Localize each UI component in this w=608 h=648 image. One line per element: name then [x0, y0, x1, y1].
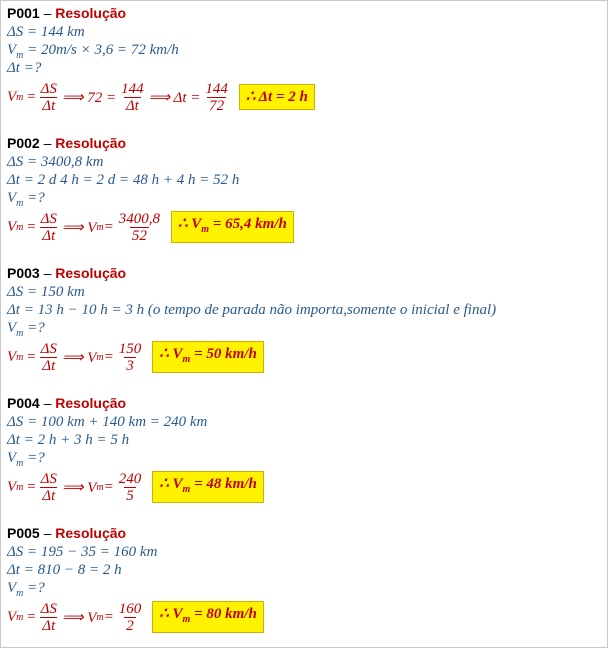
lhs-variable: V: [7, 88, 17, 105]
solution-equation: [7, 337, 603, 377]
header-dash: –: [39, 265, 56, 281]
fraction-numerator: 150: [118, 340, 142, 357]
fraction: [39, 341, 59, 374]
fraction-numerator: ΔS: [40, 470, 57, 487]
step-subscript: m: [96, 481, 104, 493]
step-tail: =: [103, 478, 114, 495]
equals-sign: =: [23, 608, 36, 625]
step-subscript: m: [96, 351, 104, 363]
step-subscript: m: [96, 611, 104, 623]
equals-sign: =: [23, 348, 36, 365]
fraction-denominator: 5: [126, 487, 134, 504]
fraction-numerator: ΔS: [40, 210, 57, 227]
problem-p004: [7, 394, 603, 507]
header-dash: –: [39, 135, 56, 151]
problem-header: [7, 4, 603, 23]
given-line: ΔS = 150 km: [7, 284, 85, 300]
solution-equation: [7, 77, 603, 117]
lhs-variable: V: [7, 608, 17, 625]
given-line: ΔS = 195 − 35 = 160 km: [7, 544, 158, 560]
resolution-title: Resolução: [55, 265, 127, 281]
given-line: ΔS = 3400,8 km: [7, 154, 104, 170]
fraction: [119, 81, 146, 114]
result-text: ∴ V: [177, 216, 202, 232]
problem-header: [7, 394, 603, 413]
step-tail: =: [103, 348, 114, 365]
equals-sign: =: [23, 88, 36, 105]
resolution-title: Resolução: [55, 5, 127, 21]
variable-v: V: [7, 580, 17, 596]
given-line: [7, 449, 603, 467]
problem-code: P004: [7, 395, 40, 411]
subscript-m: m: [16, 328, 24, 339]
fraction-denominator: Δt: [42, 97, 56, 114]
fraction: [39, 601, 59, 634]
variable-v: V: [7, 190, 17, 206]
problem-p003: [7, 264, 603, 377]
fraction-denominator: Δt: [42, 227, 56, 244]
fraction-numerator: 3400,8: [118, 210, 160, 227]
fraction-numerator: 160: [118, 600, 142, 617]
fraction-numerator: 240: [118, 470, 142, 487]
problem-p001: [7, 4, 603, 117]
fraction-denominator: Δt: [125, 97, 139, 114]
result-subscript: m: [201, 224, 210, 235]
fraction: [39, 81, 59, 114]
result-subscript: m: [182, 354, 191, 365]
header-dash: –: [39, 395, 56, 411]
implies-step-2: ⟹ Δt =: [148, 89, 201, 106]
problem-p002: [7, 134, 603, 247]
result-tail: = 50 km/h: [190, 346, 257, 362]
equals-sign: =: [23, 478, 36, 495]
subscript-m: m: [16, 458, 24, 469]
problem-p005: [7, 524, 603, 637]
result-subscript: m: [182, 614, 191, 625]
line-text: =?: [23, 580, 45, 596]
fraction: [117, 341, 144, 374]
given-line: [7, 189, 603, 207]
solution-equation: [7, 207, 603, 247]
lhs-subscript: m: [16, 91, 24, 103]
result-text: ∴ V: [159, 476, 183, 492]
step-subscript: m: [96, 221, 104, 233]
lhs-subscript: m: [16, 351, 24, 363]
result-text: ∴ V: [159, 346, 183, 362]
subscript-m: m: [16, 588, 24, 599]
fraction-numerator: ΔS: [40, 80, 57, 97]
resolution-title: Resolução: [55, 395, 127, 411]
result-highlight: [152, 471, 264, 503]
implies-step: ⟹ V: [61, 219, 97, 236]
result-tail: = 65,4 km/h: [209, 216, 287, 232]
variable-v: V: [7, 450, 17, 466]
result-text: ∴ V: [159, 606, 183, 622]
fraction: [39, 211, 59, 244]
fraction-numerator: 144: [205, 80, 228, 97]
implies-step: ⟹ 72 =: [61, 89, 117, 106]
solution-equation: [7, 467, 603, 507]
subscript-m: m: [16, 50, 24, 61]
problem-header: [7, 524, 603, 543]
problem-header: [7, 134, 603, 153]
given-line: Δt = 2 h + 3 h = 5 h: [7, 432, 130, 448]
fraction-denominator: 52: [131, 227, 147, 244]
fraction: [117, 471, 144, 504]
fraction-denominator: 3: [126, 357, 134, 374]
lhs-subscript: m: [16, 611, 24, 623]
fraction: [117, 601, 144, 634]
result-subscript: m: [182, 484, 191, 495]
given-line: [7, 579, 603, 597]
lhs-variable: V: [7, 348, 17, 365]
implies-step: ⟹ V: [61, 479, 97, 496]
given-line: ΔS = 100 km + 140 km = 240 km: [7, 414, 208, 430]
problem-header: [7, 264, 603, 283]
given-line: Δt = 13 h − 10 h = 3 h (o tempo de parada não importa,somente o inicial e final): [7, 302, 497, 318]
step-tail: =: [103, 608, 114, 625]
lhs-variable: V: [7, 218, 17, 235]
fraction-denominator: 2: [126, 617, 134, 634]
implies-step: ⟹ V: [61, 609, 97, 626]
problem-code: P001: [7, 5, 40, 21]
fraction-numerator: ΔS: [40, 340, 57, 357]
resolution-title: Resolução: [55, 135, 127, 151]
lhs-subscript: m: [16, 221, 24, 233]
step-tail: =: [103, 218, 114, 235]
resolution-title: Resolução: [55, 525, 127, 541]
problem-code: P002: [7, 135, 40, 151]
fraction: [203, 81, 230, 114]
header-dash: –: [39, 525, 56, 541]
result-highlight: [152, 601, 264, 633]
lhs-variable: V: [7, 478, 17, 495]
fraction-numerator: 144: [121, 80, 144, 97]
given-line: Δt =?: [7, 60, 42, 76]
result-text: ∴ Δt = 2 h: [245, 89, 308, 105]
fraction-numerator: ΔS: [40, 600, 57, 617]
line-text: =?: [23, 450, 45, 466]
line-text: =?: [23, 190, 45, 206]
line-text: =?: [23, 320, 45, 336]
lhs-subscript: m: [16, 481, 24, 493]
header-dash: –: [39, 5, 56, 21]
result-highlight: [171, 211, 294, 243]
result-highlight: [239, 84, 315, 110]
equals-sign: =: [23, 218, 36, 235]
fraction-denominator: Δt: [42, 487, 56, 504]
fraction-denominator: Δt: [42, 617, 56, 634]
line-text: = 20m/s × 3,6 = 72 km/h: [23, 42, 179, 58]
solution-equation: [7, 597, 603, 637]
given-line: Δt = 810 − 8 = 2 h: [7, 562, 122, 578]
problem-code: P005: [7, 525, 40, 541]
fraction: [39, 471, 59, 504]
problem-code: P003: [7, 265, 40, 281]
variable-v: V: [7, 320, 17, 336]
implies-step: ⟹ V: [61, 349, 97, 366]
given-line: [7, 319, 603, 337]
variable-v: V: [7, 42, 17, 58]
result-tail: = 80 km/h: [190, 606, 257, 622]
given-line: Δt = 2 d 4 h = 2 d = 48 h + 4 h = 52 h: [7, 172, 240, 188]
fraction-denominator: Δt: [42, 357, 56, 374]
result-highlight: [152, 341, 264, 373]
given-line: ΔS = 144 km: [7, 24, 85, 40]
result-tail: = 48 km/h: [190, 476, 257, 492]
fraction: [117, 211, 162, 244]
fraction-denominator: 72: [209, 97, 225, 114]
subscript-m: m: [16, 198, 24, 209]
given-line: [7, 41, 603, 59]
